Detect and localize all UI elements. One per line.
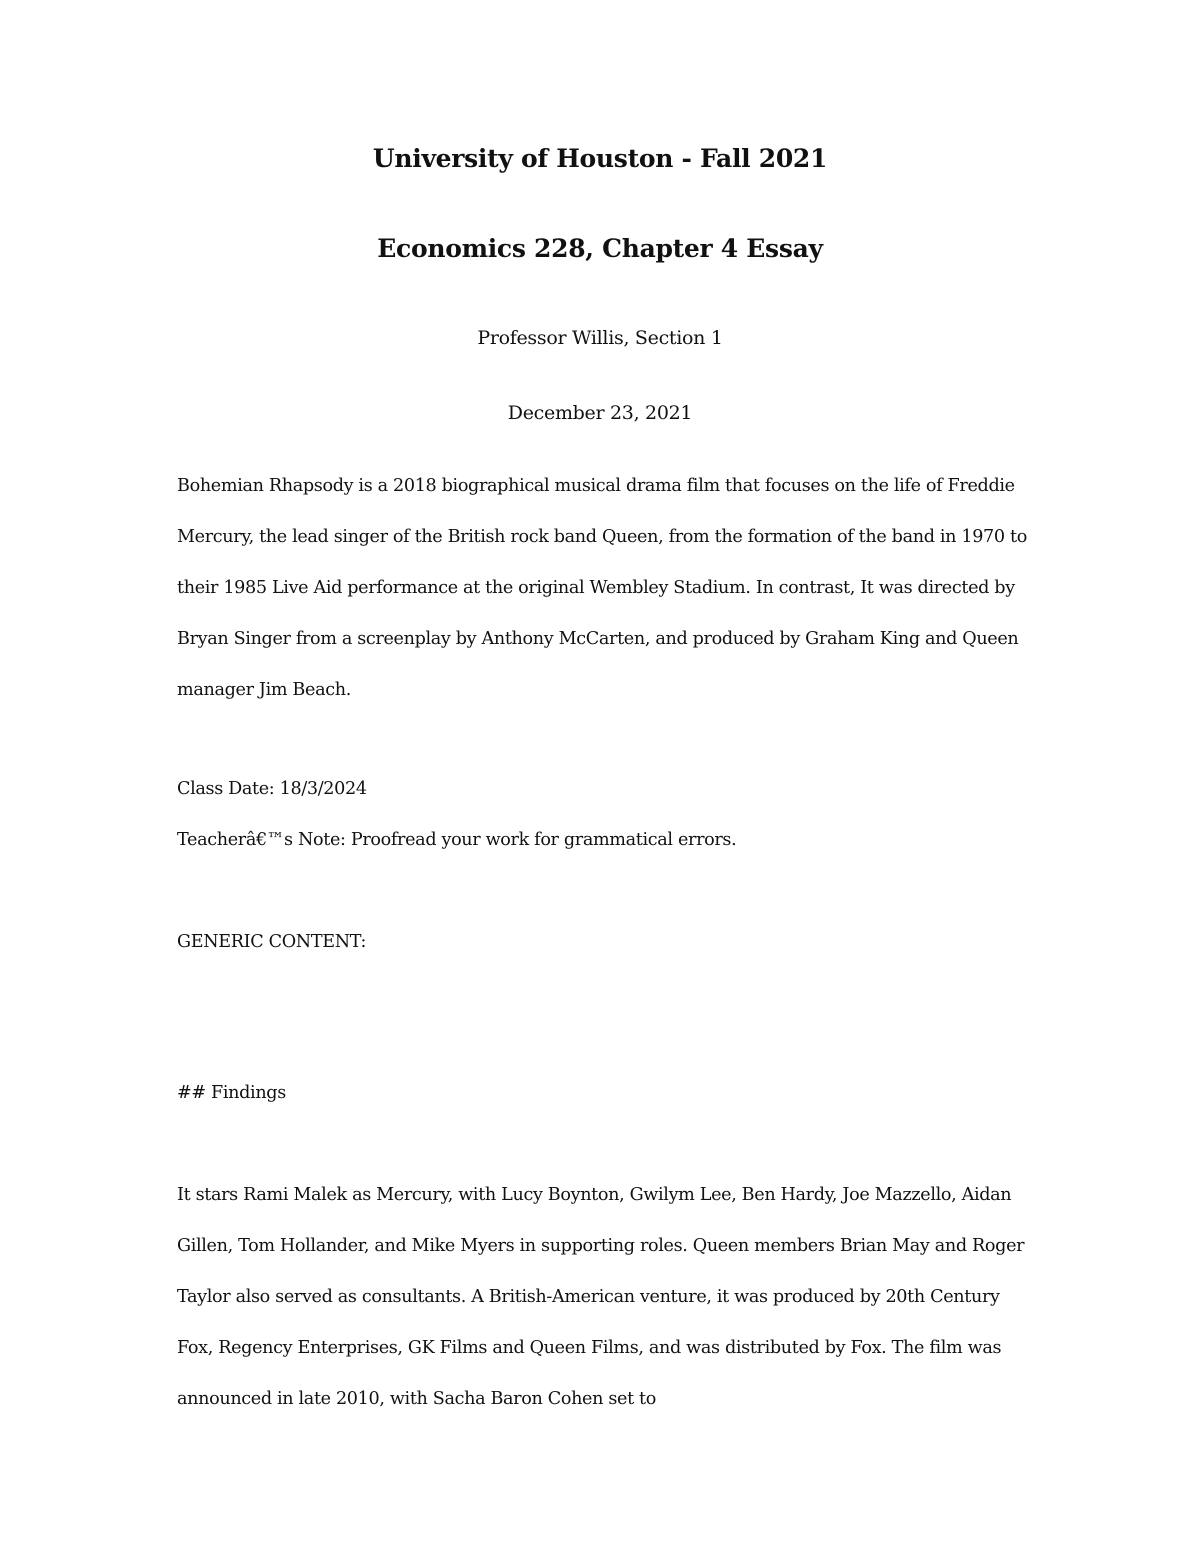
document-title: University of Houston - Fall 2021 (372, 144, 828, 173)
class-date: Class Date: 18/3/2024 (177, 779, 367, 799)
paragraph-2: It stars Rami Malek as Mercury, with Lucy Boynton, Gwilym Lee, Ben Hardy, Joe Mazzello, Aidan Gillen, Tom Hollander, and Mike Myers in supporting roles. Queen members Brian May and Roger Taylor also served as consultants. A British-American venture, it was produced by 20th Century Fox, Regency Enterprises, GK Films and Queen Films, and was distributed by Fox. The film was announced in late 2010, with Sacha Baron Cohen set to (177, 1185, 1025, 1409)
document-subtitle: Economics 228, Chapter 4 Essay (377, 234, 823, 263)
professor-line: Professor Willis, Section 1 (477, 327, 723, 349)
document-date: December 23, 2021 (507, 402, 693, 424)
teacher-note: Teacherâ€™s Note: Proofread your work for grammatical errors. (177, 830, 737, 850)
paragraph-1: Bohemian Rhapsody is a 2018 biographical musical drama film that focuses on the life of Freddie Mercury, the lead singer of the British rock band Queen, from the formation of the band in 1970 to their 1985 Live Aid performance at the original Wembley Stadium. In contrast, It was directed by Bryan Singer from a screenplay by Anthony McCarten, and produced by Graham King and Queen manager Jim Beach. (177, 476, 1027, 700)
findings-heading: ## Findings (177, 1083, 286, 1103)
generic-content-label: GENERIC CONTENT: (177, 932, 367, 952)
